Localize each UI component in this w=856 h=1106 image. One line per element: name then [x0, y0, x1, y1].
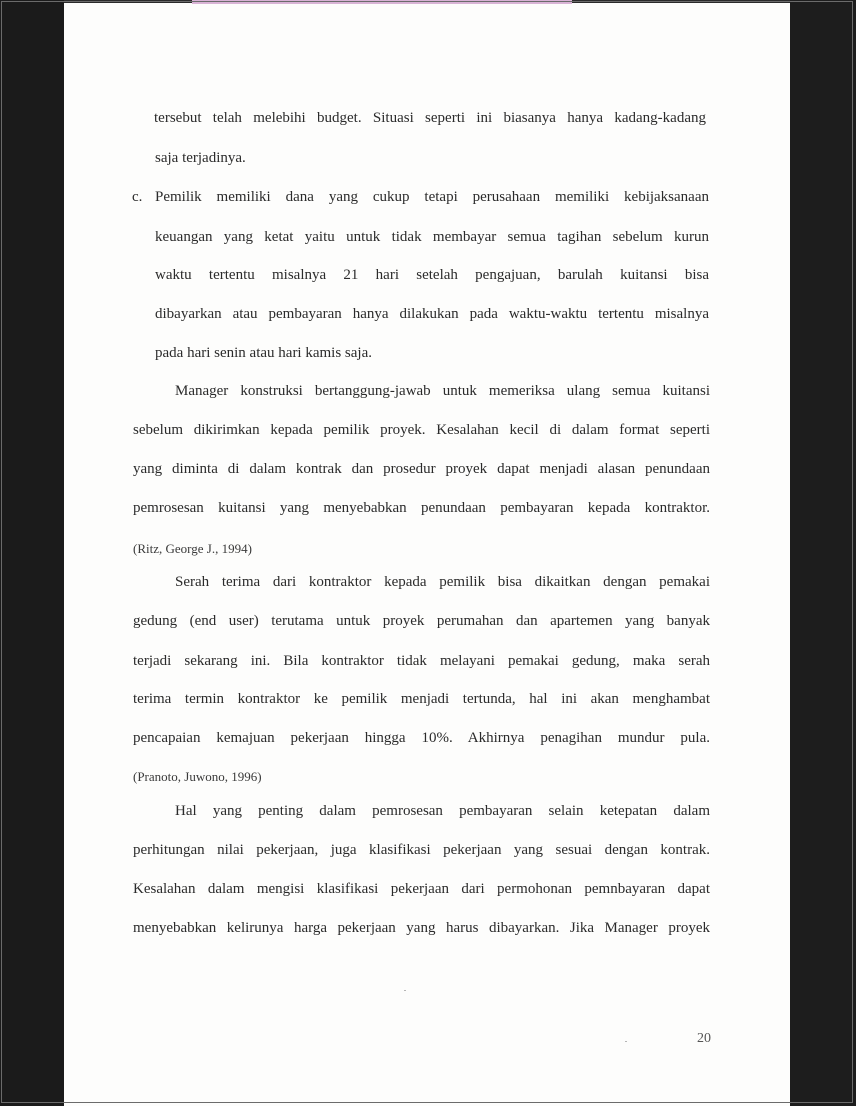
list-item-line: waktu tertentu misalnya 21 hari setelah pengajuan, barulah kuitansi bisa	[155, 267, 709, 283]
paragraph-line: Serah terima dari kontraktor kepada pemilik bisa dikaitkan dengan pemakai	[175, 574, 710, 590]
paragraph-line: gedung (end user) terutama untuk proyek perumahan dan apartemen yang banyak	[133, 613, 710, 629]
text-line: tersebut telah melebihi budget. Situasi seperti ini biasanya hanya kadang-kadang	[154, 110, 706, 126]
paragraph-line: terjadi sekarang ini. Bila kontraktor tidak melayani pemakai gedung, maka serah	[133, 653, 710, 669]
scan-top-tint	[192, 0, 572, 4]
paragraph-line: perhitungan nilai pekerjaan, juga klasifikasi pekerjaan yang sesuai dengan kontrak.	[133, 842, 710, 858]
paragraph-line: sebelum dikirimkan kepada pemilik proyek. Kesalahan kecil di dalam format seperti	[133, 422, 710, 438]
scan-speck	[625, 1041, 627, 1042]
scan-right-shadow	[790, 0, 856, 1106]
list-item-line: keuangan yang ketat yaitu untuk tidak membayar semua tagihan sebelum kurun	[155, 229, 709, 245]
paragraph-line: pemrosesan kuitansi yang menyebabkan penundaan pembayaran kepada kontraktor.	[133, 500, 710, 516]
paragraph-line: yang diminta di dalam kontrak dan prosedur proyek dapat menjadi alasan penundaan	[133, 461, 710, 477]
scan-left-shadow	[0, 0, 64, 1106]
list-item-line: pada hari senin atau hari kamis saja.	[155, 345, 373, 361]
list-item-line: dibayarkan atau pembayaran hanya dilakukan pada waktu-waktu tertentu misalnya	[155, 306, 709, 322]
list-item-line: Pemilik memiliki dana yang cukup tetapi perusahaan memiliki kebijaksanaan	[155, 189, 709, 205]
page-number: 20	[697, 1031, 711, 1046]
paragraph-line: Hal yang penting dalam pemrosesan pembayaran selain ketepatan dalam	[175, 803, 710, 819]
paragraph-line: Manager konstruksi bertanggung-jawab untuk memeriksa ulang semua kuitansi	[175, 383, 710, 399]
scan-speck	[404, 990, 406, 991]
paragraph-line: Kesalahan dalam mengisi klasifikasi pekerjaan dari permohonan pemnbayaran dapat	[133, 881, 710, 897]
paragraph-line: pencapaian kemajuan pekerjaan hingga 10%. Akhirnya penagihan mundur pula.	[133, 730, 710, 746]
citation: (Pranoto, Juwono, 1996)	[133, 769, 262, 784]
text-line: saja terjadinya.	[155, 150, 246, 166]
paragraph-line: menyebabkan kelirunya harga pekerjaan yang harus dibayarkan. Jika Manager proyek	[133, 920, 710, 936]
citation: (Ritz, George J., 1994)	[133, 541, 252, 556]
list-marker-c: c.	[132, 189, 143, 205]
paragraph-line: terima termin kontraktor ke pemilik menjadi tertunda, hal ini akan menghambat	[133, 691, 710, 707]
